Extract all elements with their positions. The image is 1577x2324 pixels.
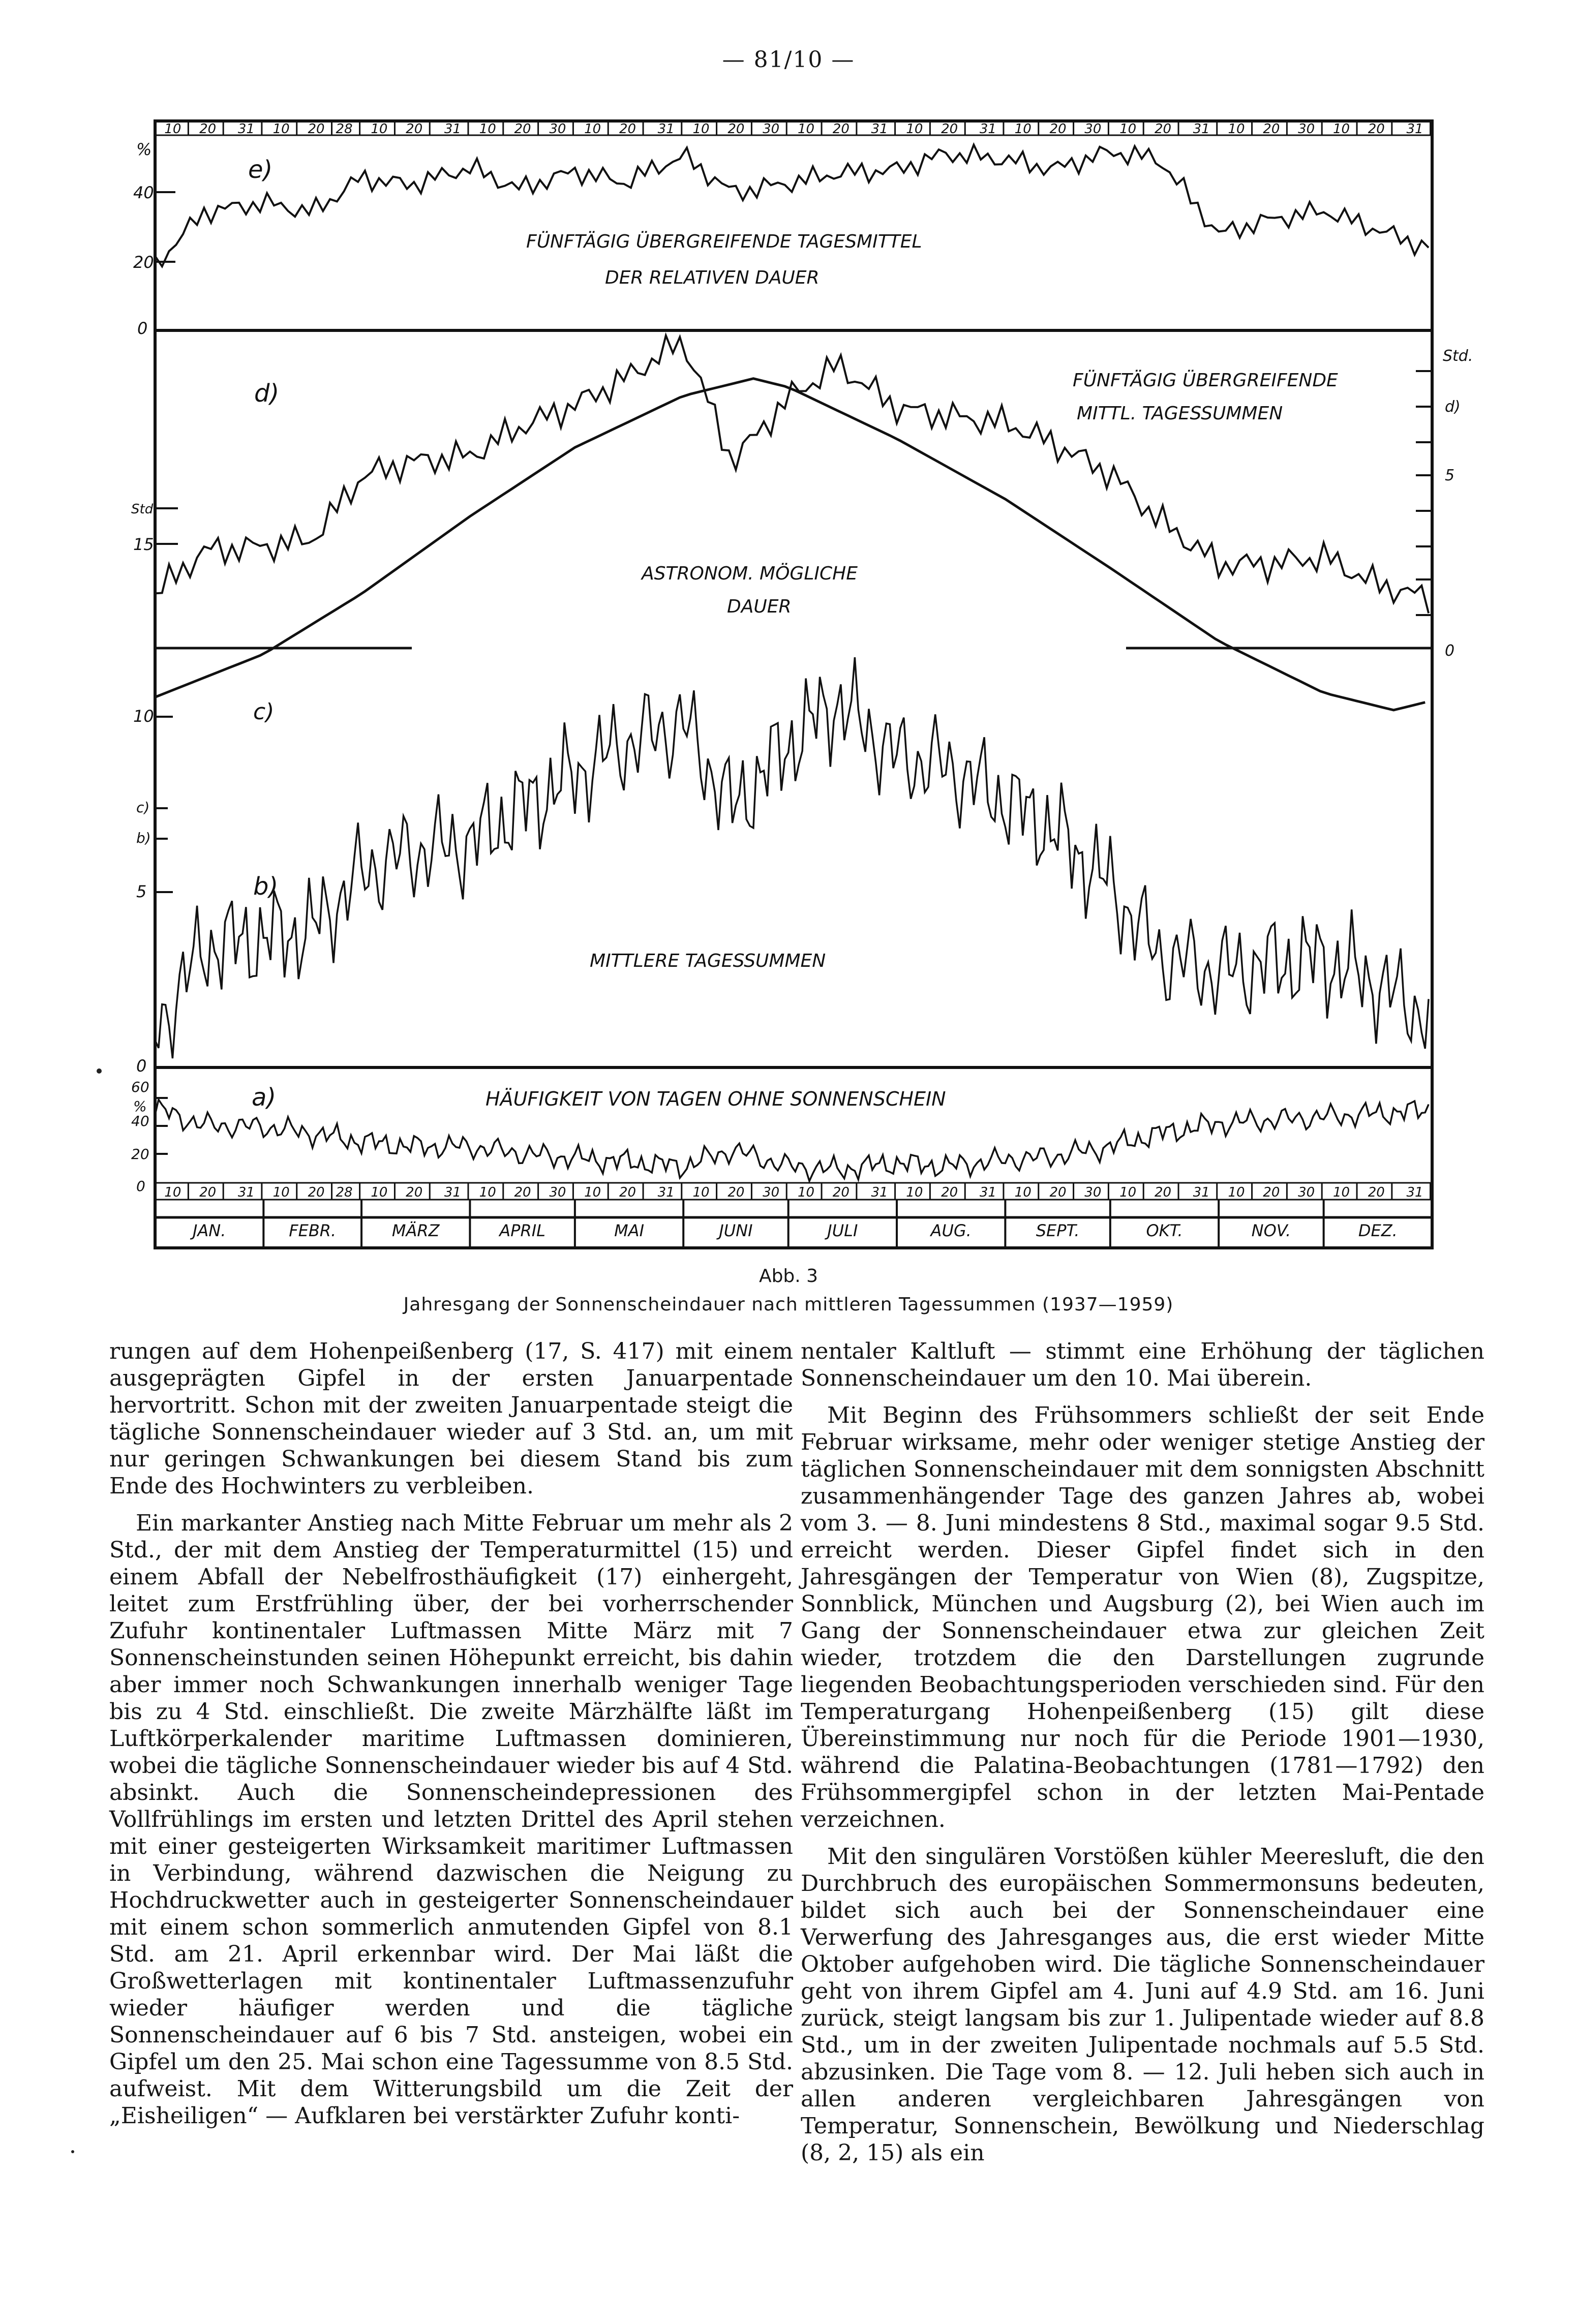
day-tick-label: 20 — [941, 1185, 958, 1200]
month-label: OKT. — [1146, 1221, 1183, 1240]
month-label: MÄRZ — [391, 1221, 440, 1240]
right-axis-letter: d) — [1445, 398, 1461, 416]
axis-tick-a-0: 0 — [136, 1178, 145, 1195]
month-label: SEPT. — [1036, 1221, 1080, 1240]
day-tick-label: 20 — [1368, 121, 1385, 137]
day-tick-label: 30 — [763, 121, 780, 137]
axis-unit-std: Std. — [131, 502, 158, 517]
curve-a-days-without-sunshine — [155, 1099, 1429, 1181]
day-tick-label: 28 — [336, 1185, 353, 1200]
day-tick-label: 20 — [832, 1185, 850, 1200]
panel-d-title-line2: MITTL. TAGESSUMMEN — [1077, 403, 1283, 424]
day-tick-label: 20 — [1049, 121, 1067, 137]
day-tick-label: 31 — [657, 1185, 675, 1200]
panel-a-title: HÄUFIGKEIT VON TAGEN OHNE SONNENSCHEIN — [486, 1088, 946, 1110]
day-tick-label: 20 — [1154, 121, 1172, 137]
day-tick-label: 10 — [1119, 1185, 1137, 1200]
day-tick-label: 20 — [1263, 121, 1280, 137]
day-tick-label: 31 — [871, 121, 888, 137]
axis-tick-10: 10 — [133, 707, 154, 726]
month-label: NOV. — [1251, 1221, 1291, 1240]
figure-caption-label: Abb. 3 — [759, 1266, 818, 1287]
day-tick-label: 10 — [1014, 121, 1032, 137]
axis-tick-0: 0 — [136, 1056, 147, 1076]
right-paragraph-2: Mit Beginn des Frühsommers schließt der seit Ende Februar wirksame, mehr oder weniger stetige Anstieg der täglichen Sonnenscheindauer mit dem sonnigsten Abschnitt zusammenhängender Tage des ganzen Jahres ab, wobei vom 3. — 8. Juni mindestens 8 Std., maximal sogar 9.5 Std. erreicht werden. Dieser Gipfel findet sich in den Jahresgängen der Temperatur von Wien (8), Zugspitze, Sonnblick, München und Augsburg (2), bei Wien auch im Gang der Sonnenscheindauer etwa zur gleichen Zeit wieder, trotzdem die den Darstellungen zugrunde liegenden Beobachtungsperioden verschieden sind. Für den Temperaturgang Hohenpeißenberg (15) gilt diese Übereinstimmung nur noch für die Periode 1901—1930, während die Palatina-Beobachtungen (1781—1792) den Frühsommergipfel schon in der letzten Mai-Pentade verzeichnen. — [801, 1402, 1484, 1832]
day-tick-label: 31 — [444, 1185, 461, 1200]
month-label: AUG. — [930, 1221, 972, 1240]
day-tick-label: 20 — [406, 121, 423, 137]
axis-tick-5: 5 — [136, 882, 147, 901]
day-tick-label: 10 — [906, 1185, 923, 1200]
right-axis-labels — [1443, 347, 1473, 660]
day-tick-label: 20 — [308, 121, 325, 137]
day-tick-label: 10 — [164, 1185, 181, 1200]
day-tick-label: 31 — [1193, 1185, 1210, 1200]
day-tick-label: 20 — [727, 1185, 745, 1200]
day-tick-label: 20 — [1263, 1185, 1280, 1200]
panel-b-title: MITTLERE TAGESSUMMEN — [590, 951, 826, 971]
day-tick-label: 10 — [692, 1185, 710, 1200]
day-tick-label: 10 — [584, 1185, 601, 1200]
right-paragraph-3: Mit den singulären Vorstößen kühler Meeresluft, die den Durchbruch des europäischen Sommermonsuns bedeuten, bildet sich auch bei der Sonnenscheindauer eine Verwerfung des Jahresganges aus, die erst wieder Mitte Oktober aufgehoben wird. Die tägliche Sonnenscheindauer geht von ihrem Gipfel am 4. Juni auf 4.9 Std. am 16. Juni zurück, steigt langsam bis zur 1. Julipentade wieder auf 8.8 Std., um in der zweiten Julipentade nochmals auf 5.5 Std. abzusinken. Die Tage vom 8. — 12. Juli heben sich auch in allen anderen vergleichbaren Jahresgängen von Temperatur, Sonnenschein, Bewölkung und Niederschlag (8, 2, 15) als ein — [801, 1844, 1484, 2166]
right-axis-tick-5: 5 — [1445, 467, 1455, 484]
day-tick-label: 31 — [1406, 1185, 1423, 1200]
panel-c-title-line2: DAUER — [727, 596, 792, 617]
day-tick-label: 31 — [1193, 121, 1210, 137]
day-tick-label: 20 — [727, 121, 745, 137]
axis-tick-e-0: 0 — [137, 319, 148, 338]
axis-side-c: c) — [136, 799, 150, 816]
day-tick-label: 28 — [336, 121, 353, 137]
panel-c-title-line1: ASTRONOM. MÖGLICHE — [642, 563, 858, 584]
day-tick-label: 30 — [549, 1185, 566, 1200]
panel-e-title-line1: FÜNFTÄGIG ÜBERGREIFENDE TAGESMITTEL — [526, 231, 922, 252]
day-tick-label: 20 — [619, 121, 636, 137]
day-tick-label: 20 — [199, 121, 217, 137]
axis-tick-a-60: 60 — [131, 1079, 149, 1095]
day-tick-label: 10 — [1014, 1185, 1032, 1200]
axis-tick-e-20: 20 — [133, 253, 154, 272]
axis-tick-e-40: 40 — [133, 183, 154, 202]
day-tick-label: 20 — [514, 1185, 531, 1200]
panel-d-title-line1: FÜNFTÄGIG ÜBERGREIFENDE — [1073, 370, 1338, 391]
right-axis — [1416, 371, 1432, 615]
month-labels — [190, 1221, 1398, 1240]
day-tick-label: 10 — [584, 121, 601, 137]
day-tick-label: 10 — [1228, 1185, 1245, 1200]
axis-tick-15: 15 — [133, 535, 154, 554]
page-number: — 81/10 — — [722, 47, 855, 73]
day-tick-label: 20 — [941, 121, 958, 137]
right-paragraph-1: nentaler Kaltluft — stimmt eine Erhöhung der täglichen Sonnenscheindauer um den 10. Mai überein. — [801, 1338, 1484, 1391]
day-tick-label: 10 — [164, 121, 181, 137]
day-tick-label: 31 — [657, 121, 675, 137]
scan-speck — [71, 2150, 74, 2153]
day-tick-label: 10 — [1228, 121, 1245, 137]
day-tick-label: 10 — [797, 1185, 815, 1200]
month-label: JULI — [827, 1221, 858, 1240]
left-paragraph-2: Ein markanter Anstieg nach Mitte Februar um mehr als 2 Std., der mit dem Anstieg der Temperaturmittel (15) und einem Abfall der Nebelfrosthäufigkeit (17) einhergeht, leitet zum Erstfrühling über, der bei vorherrschender Zufuhr kontinentaler Luftmassen Mitte März mit 7 Sonnenscheinstunden seinen Höhepunkt erreicht, bis dahin aber immer noch Schwankungen innerhalb weniger Tage bis zu 4 Std. einschließt. Die zweite Märzhälfte läßt im Luftkörperkalender maritime Luftmassen dominieren, wobei die tägliche Sonnenscheindauer wieder bis auf 4 Std. absinkt. Auch die Sonnenscheindepressionen des Vollfrühlings im ersten und letzten Drittel des April stehen mit einer gesteigerten Wirksamkeit maritimer Luftmassen in Verbindung, während dazwischen die Neigung zu Hochdruckwetter auch in gesteigerter Sonnenscheindauer mit einem schon sommerlich anmutenden Gipfel von 8.1 Std. am 21. April erkennbar wird. Der Mai läßt die Großwetterlagen mit kontinentaler Luftmassenzufuhr wieder häufiger werden und die tägliche Sonnenscheindauer auf 6 bis 7 Std. ansteigen, wobei ein Gipfel um den 25. Mai schon eine Tagessumme von 8.5 Std. aufweist. Mit dem Witterungsbild um die Zeit der „Eisheiligen“ — Aufklaren bei verstärkter Zufuhr konti- — [109, 1510, 793, 2129]
panel-e-letter: e) — [248, 156, 273, 184]
panel-d-letter: d) — [254, 379, 280, 408]
day-ticks-bottom — [164, 1183, 1430, 1200]
day-tick-label: 10 — [1119, 121, 1137, 137]
figure-frame — [155, 121, 1432, 1248]
day-tick-label: 10 — [272, 121, 290, 137]
day-tick-label: 30 — [763, 1185, 780, 1200]
day-tick-label: 30 — [1084, 1185, 1102, 1200]
day-tick-label: 20 — [832, 121, 850, 137]
axis-tick-a-20: 20 — [131, 1146, 149, 1163]
month-label: MAI — [614, 1221, 645, 1240]
panel-b-letter: b) — [253, 872, 279, 901]
day-tick-label: 20 — [1368, 1185, 1385, 1200]
day-tick-label: 31 — [237, 1185, 255, 1200]
day-tick-label: 20 — [1154, 1185, 1172, 1200]
day-tick-label: 10 — [797, 121, 815, 137]
day-tick-label: 20 — [199, 1185, 217, 1200]
day-tick-label: 20 — [308, 1185, 325, 1200]
day-tick-label: 30 — [1298, 1185, 1315, 1200]
panel-c-letter: c) — [253, 699, 275, 725]
month-label: FEBR. — [289, 1221, 337, 1240]
day-tick-label: 10 — [272, 1185, 290, 1200]
scan-speck — [97, 1068, 102, 1074]
day-tick-label: 20 — [1049, 1185, 1067, 1200]
left-axis-labels — [131, 140, 157, 1195]
day-tick-label: 31 — [444, 121, 461, 137]
day-tick-label: 30 — [1298, 121, 1315, 137]
axis-unit-percent-e: % — [136, 140, 152, 159]
panel-a-letter: a) — [252, 1083, 277, 1112]
month-label: JAN. — [192, 1221, 226, 1240]
day-tick-label: 10 — [1332, 121, 1350, 137]
day-tick-label: 30 — [1084, 121, 1102, 137]
day-tick-label: 30 — [549, 121, 566, 137]
day-tick-label: 10 — [906, 121, 923, 137]
day-ticks-top — [164, 121, 1430, 137]
right-axis-tick-0: 0 — [1445, 642, 1455, 660]
day-tick-label: 10 — [479, 121, 496, 137]
curve-b-mean-daily-sums — [155, 657, 1429, 1058]
day-tick-label: 10 — [371, 1185, 388, 1200]
figure-caption-title: Jahresgang der Sonnenscheindauer nach mittleren Tagessummen (1937—1959) — [403, 1294, 1174, 1315]
day-tick-label: 31 — [237, 121, 255, 137]
text-column-right — [801, 1338, 1484, 2166]
day-tick-label: 20 — [514, 121, 531, 137]
axis-side-b: b) — [136, 830, 151, 846]
day-tick-label: 10 — [692, 121, 710, 137]
curve-c-astronomical-duration — [155, 379, 1425, 710]
day-tick-label: 31 — [871, 1185, 888, 1200]
day-tick-label: 10 — [479, 1185, 496, 1200]
month-label: DEZ. — [1358, 1221, 1398, 1240]
panel-annotations — [248, 156, 1338, 1112]
axis-tick-a-40: 40 — [131, 1113, 149, 1129]
day-tick-label: 10 — [1332, 1185, 1350, 1200]
day-tick-label: 10 — [371, 121, 388, 137]
day-tick-label: 31 — [1406, 121, 1423, 137]
panel-e-title-line2: DER RELATIVEN DAUER — [605, 267, 820, 288]
day-tick-label: 20 — [619, 1185, 636, 1200]
day-tick-label: 31 — [979, 121, 996, 137]
axis-unit-percent-a: % — [133, 1098, 147, 1115]
month-label: APRIL — [499, 1221, 545, 1240]
day-tick-label: 31 — [979, 1185, 996, 1200]
text-column-left — [109, 1338, 793, 2129]
day-tick-label: 20 — [406, 1185, 423, 1200]
left-paragraph-1: rungen auf dem Hohenpeißenberg (17, S. 417) mit einem ausgeprägten Gipfel in der ersten Januarpentade hervortritt. Schon mit der zweiten Januarpentade steigt die tägliche Sonnenscheindauer wieder auf 3 Std. an, um mit nur geringen Schwankungen bei diesem Stand bis zum Ende des Hochwinters zu verbleiben. — [109, 1338, 793, 1499]
month-label: JUNI — [719, 1221, 753, 1240]
right-axis-unit: Std. — [1443, 347, 1473, 365]
